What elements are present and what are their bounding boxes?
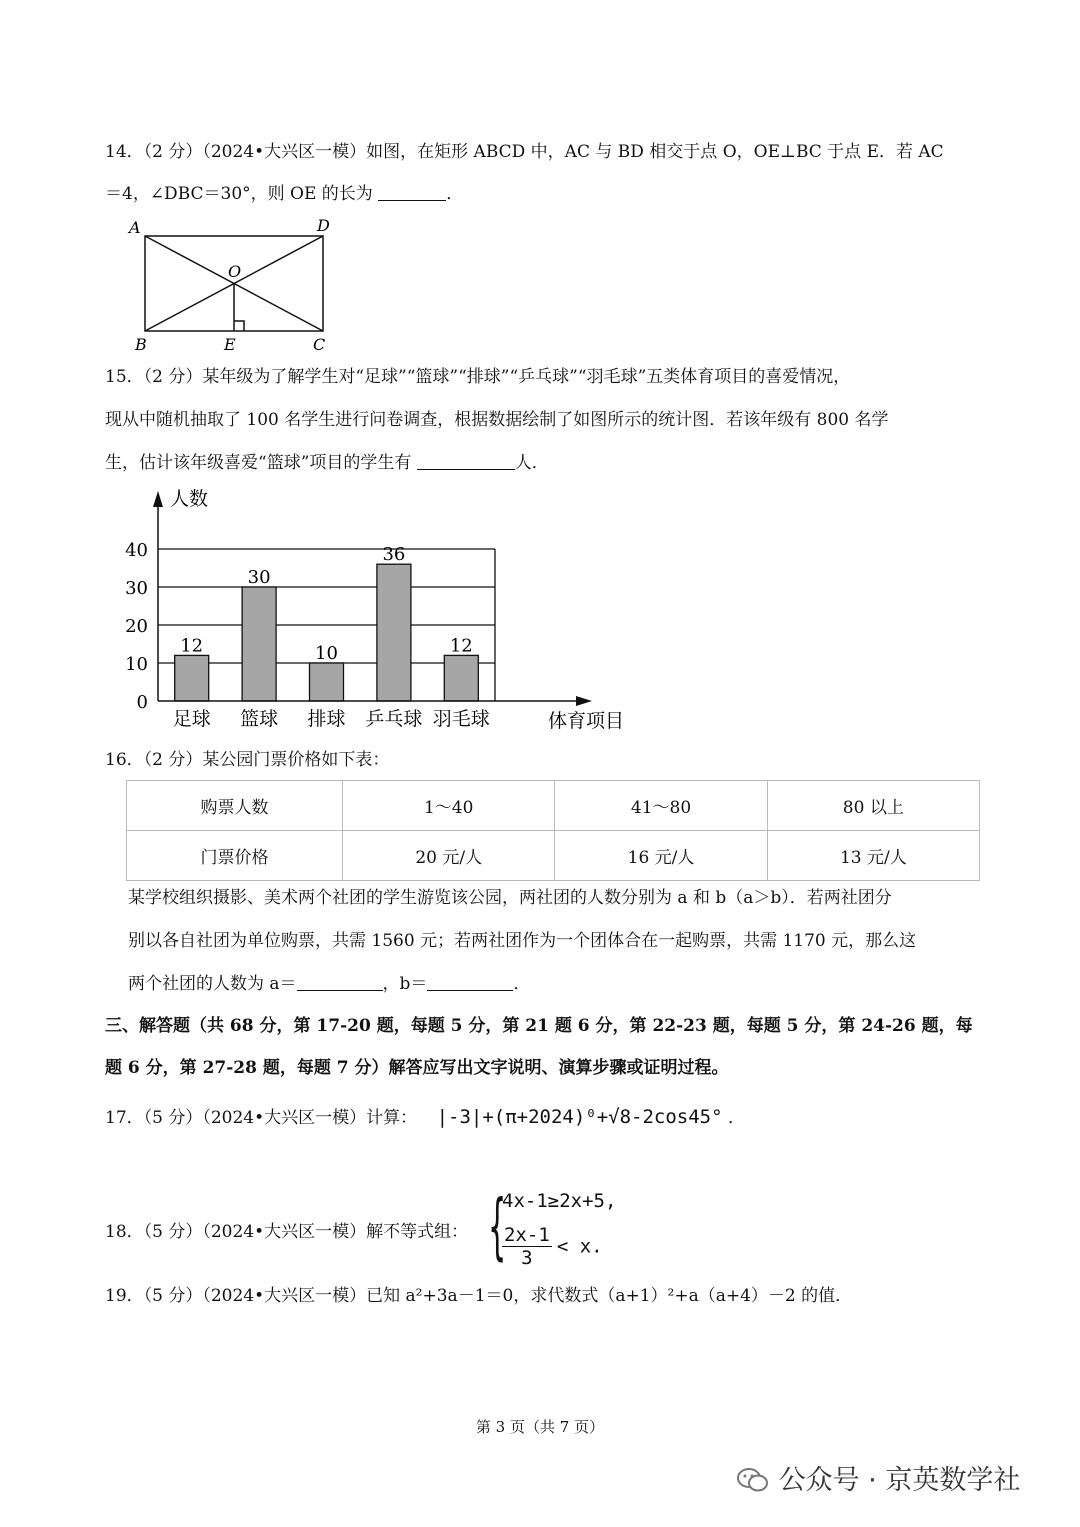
table-cell: 80 以上 xyxy=(767,781,979,831)
x-axis-arrow xyxy=(576,696,592,706)
label-C: C xyxy=(313,335,326,354)
bar-篮球 xyxy=(242,587,276,701)
watermark-text: 公众号 · 京英数学社 xyxy=(778,1465,1021,1496)
data-label: 30 xyxy=(247,567,271,588)
inequality-system xyxy=(488,1186,648,1270)
data-label: 10 xyxy=(315,643,338,664)
bar-chart xyxy=(120,485,640,735)
table-cell: 购票人数 xyxy=(127,781,343,831)
data-label: 12 xyxy=(449,635,473,657)
q17-expression: |-3|+(π+2024)⁰+√8-2cos45° xyxy=(436,1106,723,1128)
answer-blank-a xyxy=(297,972,383,991)
y-tick-label: 20 xyxy=(125,616,148,637)
inequality-2 xyxy=(502,1224,603,1269)
q14-stem-line2 xyxy=(105,182,463,206)
y-tick-label: 40 xyxy=(125,540,148,561)
table-cell: 16 元/人 xyxy=(555,831,767,881)
q17-end: ． xyxy=(727,1108,745,1128)
q17-stem: 17．（5 分）（2024•大兴区一模）计算： xyxy=(105,1108,418,1128)
inequality-1: 4x-1≥2x+5, xyxy=(502,1190,617,1212)
label-A: A xyxy=(129,218,141,237)
table-cell: 20 元/人 xyxy=(343,831,555,881)
label-O: O xyxy=(228,262,242,281)
q15-stem-end: 人． xyxy=(514,453,549,473)
table-cell: 1～40 xyxy=(343,781,555,831)
ticket-price-table xyxy=(126,780,980,881)
table-row xyxy=(127,781,980,831)
section-heading-line1: 三、解答题（共 68 分，第 17-20 题，每题 5 分，第 21 题 6 分，第 22-23 题，每题 5 分，第 24-26 题，每 xyxy=(105,1016,973,1036)
q15-stem-line1: 15．（2 分）某年级为了解学生对“足球”“篮球”“排球”“乒乓球”“羽毛球”五类体育项目的喜爱情况， xyxy=(105,367,851,387)
table-cell: 门票价格 xyxy=(127,831,343,881)
y-tick-label: 30 xyxy=(125,578,148,599)
numerator: 2x-1 xyxy=(504,1224,550,1246)
table-row xyxy=(127,831,980,881)
q15-stem-line3 xyxy=(105,451,549,475)
brace: { xyxy=(488,1184,507,1268)
q16-para-text-b: ，b＝ xyxy=(382,974,428,994)
q16-para-text-a: 两个社团的人数为 a＝ xyxy=(128,974,297,994)
q16-para-line3 xyxy=(128,972,530,996)
label-B: B xyxy=(135,335,147,354)
data-label: 36 xyxy=(382,544,406,566)
table-cell: 41～80 xyxy=(555,781,767,831)
q17-line xyxy=(105,1105,745,1130)
label-D: D xyxy=(317,216,330,235)
x-tick-label: 乒乓球 xyxy=(365,708,423,730)
page-number: 第 3 页（共 7 页） xyxy=(475,1418,605,1436)
q14-stem-end: ． xyxy=(446,184,464,204)
x-tick-label: 羽毛球 xyxy=(432,708,490,730)
table-cell: 13 元/人 xyxy=(767,831,979,881)
y-axis-label: 人数 xyxy=(170,488,209,510)
q16-para-line1: 某学校组织摄影、美术两个社团的学生游览该公园，两社团的人数分别为 a 和 b（a＞b）．若两社团分 xyxy=(128,888,892,908)
data-label: 12 xyxy=(180,635,204,657)
watermark xyxy=(736,1458,1056,1498)
q16-para-end: ． xyxy=(513,974,531,994)
answer-blank xyxy=(378,182,446,201)
label-E: E xyxy=(224,335,236,354)
y-tick-label: 10 xyxy=(125,654,148,675)
x-tick-label: 排球 xyxy=(307,708,346,730)
y-axis-arrow xyxy=(153,491,163,507)
answer-blank-b xyxy=(427,972,513,991)
q16-stem: 16．（2 分）某公园门票价格如下表： xyxy=(105,750,390,770)
wechat-icon xyxy=(736,1467,770,1493)
q16-para-line2: 别以各自社团为单位购票，共需 1560 元；若两社团作为一个团体合在一起购票，共需 1170 元，那么这 xyxy=(128,931,917,951)
denominator: 3 xyxy=(521,1247,533,1269)
q18-stem: 18．（5 分）（2024•大兴区一模）解不等式组： xyxy=(105,1222,469,1242)
x-tick-label: 足球 xyxy=(172,708,211,730)
q19-stem: 19．（5 分）（2024•大兴区一模）已知 a²+3a－1＝0，求代数式（a+1）²+a（a+4）－2 的值． xyxy=(105,1286,853,1306)
bar-排球 xyxy=(310,663,344,701)
q15-stem-line2: 现从中随机抽取了 100 名学生进行问卷调查，根据数据绘制了如图所示的统计图．若该年级有 800 名学 xyxy=(105,410,889,430)
x-tick-label: 篮球 xyxy=(240,708,279,730)
section-heading-line2: 题 6 分，第 27-28 题，每题 7 分）解答应写出文字说明、演算步骤或证明过程。 xyxy=(105,1058,729,1078)
rectangle-figure xyxy=(120,215,340,355)
inequality-2-rhs: < x. xyxy=(556,1235,603,1258)
answer-blank xyxy=(417,451,515,470)
q15-stem-text: 生，估计该年级喜爱“篮球”项目的学生有 xyxy=(105,453,412,473)
y-tick-label: 0 xyxy=(136,692,148,713)
x-axis-label: 体育项目 xyxy=(548,710,625,732)
q14-stem-text: ＝4，∠DBC＝30°，则 OE 的长为 xyxy=(105,184,373,204)
bar-羽毛球 xyxy=(444,655,478,701)
q14-stem-line1: 14．（2 分）（2024•大兴区一模）如图，在矩形 ABCD 中，AC 与 BD 相交于点 O，OE⊥BC 于点 E．若 AC xyxy=(105,142,944,162)
bar-乒乓球 xyxy=(377,564,411,701)
fraction xyxy=(502,1224,552,1269)
bar-足球 xyxy=(175,655,209,701)
